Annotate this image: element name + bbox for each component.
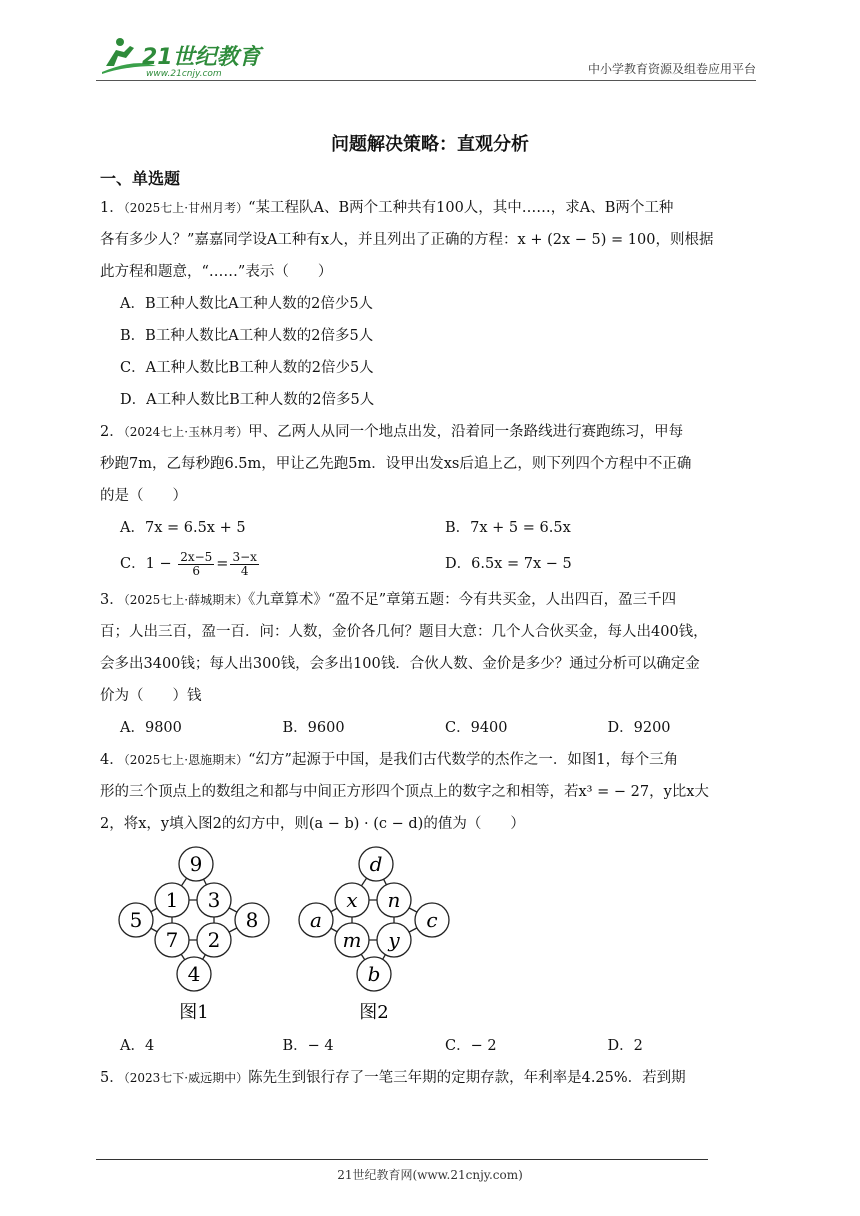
option-b[interactable]: B．7x + 5 = 6.5x — [445, 520, 571, 536]
node-label: 8 — [245, 908, 259, 932]
svg-text:www.21cnjy.com: www.21cnjy.com — [146, 69, 222, 78]
section-heading: 一、单选题 — [100, 169, 181, 188]
option-b[interactable]: B．B工种人数比A工种人数的2倍多5人 — [120, 328, 374, 344]
node-label: c — [426, 908, 438, 932]
page-title: 问题解决策略：直观分析 — [331, 134, 529, 155]
logo — [96, 36, 266, 78]
question-2: 2．（2024七上·玉林月考）甲、乙两人从同一个地点出发，沿着同一条路线进行赛跑练习，甲每 秒跑7m，乙每秒跑6.5m，甲让乙先跑5m．设甲出发xs后追上乙，则下列四个方程中不正确 的是（ ） A．7x = 6.5x + 5 B．7x + 5 = 6.5x C．1 − $\frac{2x-5}{6}$ = $\frac{3-x}{4}$ D．6.5x = 7x − 5 — [116, 416, 766, 584]
footer-text: 21世纪教育网(www.21cnjy.com) — [337, 1168, 523, 1182]
option-d[interactable]: D．9200 — [607, 720, 671, 736]
option-c[interactable]: C．9400 — [445, 720, 508, 736]
option-d[interactable]: D．2 — [607, 1038, 643, 1054]
logo-text: 21世纪教育 — [142, 45, 261, 70]
fraction-1: $\frac{2x-5}{6}$ — [180, 549, 213, 578]
option-a[interactable]: A．B工种人数比A工种人数的2倍少5人 — [120, 296, 374, 312]
node-label: 3 — [207, 888, 221, 912]
node-label: 4 — [187, 962, 201, 986]
footer-divider — [96, 1159, 708, 1160]
option-a[interactable]: A．4 — [120, 1038, 155, 1054]
figure-caption: 图2 — [359, 1002, 389, 1023]
node-label: 5 — [129, 908, 143, 932]
question-list — [100, 192, 766, 1094]
node-label: 7 — [165, 928, 179, 952]
question-1: 1．（2025七上·甘州月考）“某工程队A、B两个工种共有100人，其中……，求A、B两个工种 各有多少人？”嘉嘉同学设A工种有x人，并且列出了正确的方程：x + (2x − 5) = 100，则根据 此方程和题意，“……”表示（ ） A．B工种人数比A工种人数的2倍少5人 B．B工种人数比A工种人数的2倍多5人 C．A工种人数比B工种人数的2倍少5人 D．A工种人数比B工种人数的2倍多5人 — [116, 192, 766, 416]
option-c[interactable]: C．− 2 — [445, 1038, 497, 1054]
question-4: 4．（2025七上·恩施期末）“幻方”起源于中国，是我们古代数学的杰作之一．如图1，每个三角 形的三个顶点上的数组之和都与中间正方形四个顶点上的数字之和相等，若x³ = − 27，y比x大 2，将x，y填入图2的幻方中，则(a − b) · (c − d)的值为（ ） 9 1 3 5 8 7 2 4 图1 d x n a c m y b 图2 A．4 B．− 4 C．− 2 D．2 — [116, 744, 766, 1062]
platform-name: 中小学教育资源及组卷应用平台 — [587, 62, 756, 76]
node-label: d — [369, 852, 383, 876]
option-b[interactable]: B．9600 — [282, 720, 345, 736]
node-label: x — [346, 888, 358, 912]
header-divider — [96, 80, 756, 81]
option-a[interactable]: A．9800 — [120, 720, 182, 736]
option-b[interactable]: B．− 4 — [282, 1038, 334, 1054]
node-label: n — [387, 888, 401, 912]
magic-square-figures — [116, 840, 766, 1030]
figure-1 — [119, 847, 269, 1023]
node-label: 1 — [165, 888, 179, 912]
option-d[interactable]: D．A工种人数比B工种人数的2倍多5人 — [120, 392, 375, 408]
option-a[interactable]: A．7x = 6.5x + 5 — [120, 520, 246, 536]
node-label: y — [388, 928, 400, 952]
figure-2 — [299, 847, 449, 1023]
node-label: a — [310, 908, 322, 932]
option-c[interactable]: C．1 − $\frac{2x-5}{6}$ = $\frac{3-x}{4}$ — [120, 549, 257, 578]
magic-square-diagram — [116, 840, 476, 1030]
node-label: b — [367, 962, 381, 986]
figure-caption: 图1 — [179, 1002, 209, 1023]
question-3: 3．（2025七上·薛城期末）《九章算术》“盈不足”章第五题：今有共买金，人出四百，盈三千四 百；人出三百，盈一百．问：人数，金价各几何？题目大意：几个人合伙买金，每人出400钱， 会多出3400钱；每人出300钱，会多出100钱．合伙人数、金价是多少？通过分析可以确定金 价为（ ）钱 A．9800 B．9600 C．9400 D．9200 — [116, 584, 766, 744]
node-label: 9 — [189, 852, 203, 876]
option-d[interactable]: D．6.5x = 7x − 5 — [445, 556, 572, 572]
fraction-2: $\frac{3-x}{4}$ — [232, 549, 257, 578]
node-label: 2 — [207, 928, 221, 952]
question-5: 5．（2023七下·威远期中）陈先生到银行存了一笔三年期的定期存款，年利率是4.25%．若到期 — [100, 1070, 686, 1086]
option-c[interactable]: C．A工种人数比B工种人数的2倍少5人 — [120, 360, 374, 376]
node-label: m — [342, 928, 362, 952]
